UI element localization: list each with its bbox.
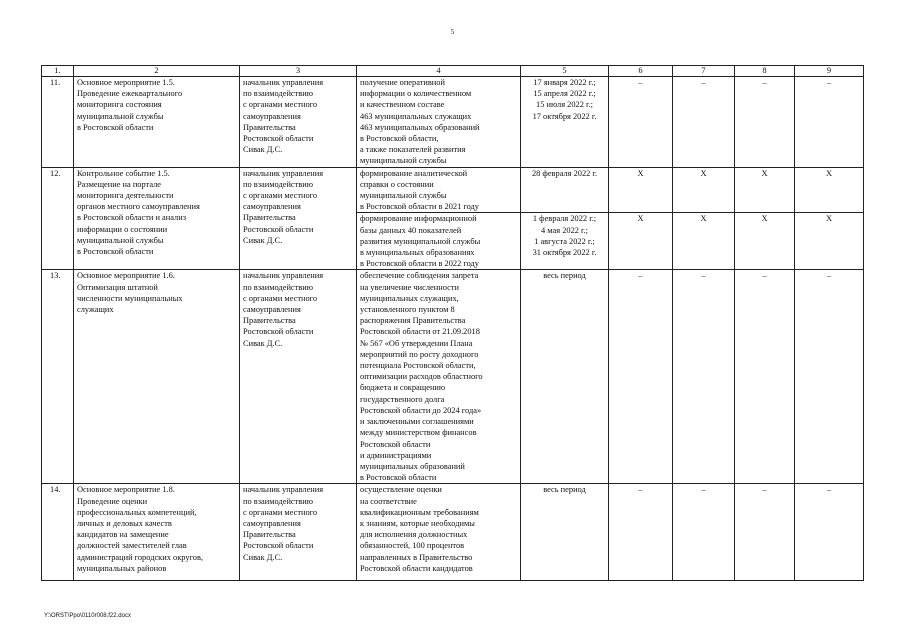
value-cell-c9: X — [795, 213, 864, 270]
header-row — [42, 66, 864, 77]
column-header-2: 2 — [74, 66, 240, 77]
table-row — [42, 167, 864, 213]
value-cell-c7: – — [673, 484, 735, 581]
row-number: 11. — [42, 77, 74, 168]
column-header-9: 9 — [795, 66, 864, 77]
value-cell-c8: X — [735, 167, 795, 213]
deadline-cell: весь период — [521, 484, 609, 581]
event-name-cell: Основное мероприятие 1.8. Проведение оценки профессиональных компетенций, личных и деловых качеств кандидатов на замещение должностей заместителей глав администраций городских округов, муниципальных районов — [74, 484, 240, 581]
value-cell-c7: – — [673, 270, 735, 484]
page-number: 5 — [450, 28, 455, 36]
value-cell-c9: X — [795, 167, 864, 213]
column-header-8: 8 — [735, 66, 795, 77]
column-header-1: 1. — [42, 66, 74, 77]
value-cell-c6: X — [609, 213, 673, 270]
footer-file-path: Y:\ORST\Ppo\0110r008.f22.docx — [44, 613, 131, 619]
value-cell-c6: – — [609, 77, 673, 168]
responsible-cell: начальник управления по взаимодействию с органами местного самоуправления Правительства Ростовской области Сивак Д.С. — [240, 484, 357, 581]
table-row — [42, 77, 864, 168]
value-cell-c7: X — [673, 213, 735, 270]
responsible-cell: начальник управления по взаимодействию с органами местного самоуправления Правительства Ростовской области Сивак Д.С. — [240, 270, 357, 484]
value-cell-c6: – — [609, 270, 673, 484]
deadline-cell: 28 февраля 2022 г. — [521, 167, 609, 213]
result-cell: формирование аналитической справки о состоянии муниципальной службы в Ростовской области в 2021 году — [357, 167, 521, 213]
result-cell: обеспечение соблюдения запрета на увеличение численности муниципальных служащих, установленного пунктом 8 распоряжения Правительства Ростовской области от 21.09.2018 № 567 «Об утверждении Плана мероприятий по росту доходного потенциала Ростовской области, оптимизации расходов областного бюджета и сокращению государственного долга Ростовской области до 2024 года» и заключенными соглашениями между министерством финансов Ростовской области и администрациями муниципальных образований в Ростовской области — [357, 270, 521, 484]
row-number: 12. — [42, 167, 74, 270]
value-cell-c6: – — [609, 484, 673, 581]
table-row — [42, 270, 864, 484]
column-header-6: 6 — [609, 66, 673, 77]
result-cell: осуществление оценки на соответствие квалификационным требованиям к знаниям, которые необходимы для исполнения должностных обязанностей, 100 процентов направленных в Правительство Ростовской области кандидатов — [357, 484, 521, 581]
row-number: 13. — [42, 270, 74, 484]
value-cell-c9: – — [795, 77, 864, 168]
row-number: 14. — [42, 484, 74, 581]
deadline-cell: весь период — [521, 270, 609, 484]
plan-table — [41, 65, 864, 581]
value-cell-c9: – — [795, 270, 864, 484]
value-cell-c7: X — [673, 167, 735, 213]
value-cell-c8: – — [735, 77, 795, 168]
value-cell-c8: X — [735, 213, 795, 270]
result-cell: формирование информационной базы данных 40 показателей развития муниципальной службы в муниципальных образованиях в Ростовской области в 2022 году — [357, 213, 521, 270]
deadline-cell: 17 января 2022 г.; 15 апреля 2022 г.; 15 июля 2022 г.; 17 октября 2022 г. — [521, 77, 609, 168]
result-cell: получение оперативной информации о количественном и качественном составе 463 муниципальных служащих 463 муниципальных образований в Ростовской области, а также показателей развития муниципальной службы — [357, 77, 521, 168]
column-header-5: 5 — [521, 66, 609, 77]
deadline-cell: 1 февраля 2022 г.; 4 мая 2022 г.; 1 августа 2022 г.; 31 октября 2022 г. — [521, 213, 609, 270]
column-header-3: 3 — [240, 66, 357, 77]
responsible-cell: начальник управления по взаимодействию с органами местного самоуправления Правительства Ростовской области Сивак Д.С. — [240, 77, 357, 168]
value-cell-c8: – — [735, 484, 795, 581]
event-name-cell: Основное мероприятие 1.6. Оптимизация штатной численности муниципальных служащих — [74, 270, 240, 484]
value-cell-c6: X — [609, 167, 673, 213]
column-header-4: 4 — [357, 66, 521, 77]
value-cell-c9: – — [795, 484, 864, 581]
event-name-cell: Основное мероприятие 1.5. Проведение ежеквартального мониторинга состояния муниципальной службы в Ростовской области — [74, 77, 240, 168]
value-cell-c8: – — [735, 270, 795, 484]
event-name-cell: Контрольное событие 1.5. Размещение на портале мониторинга деятельности органов местного самоуправления в Ростовской области и анализ информации о состоянии муниципальной службы в Ростовской области — [74, 167, 240, 270]
table-row — [42, 484, 864, 581]
responsible-cell: начальник управления по взаимодействию с органами местного самоуправления Правительства Ростовской области Сивак Д.С. — [240, 167, 357, 270]
column-header-7: 7 — [673, 66, 735, 77]
value-cell-c7: – — [673, 77, 735, 168]
table-body — [42, 77, 864, 581]
